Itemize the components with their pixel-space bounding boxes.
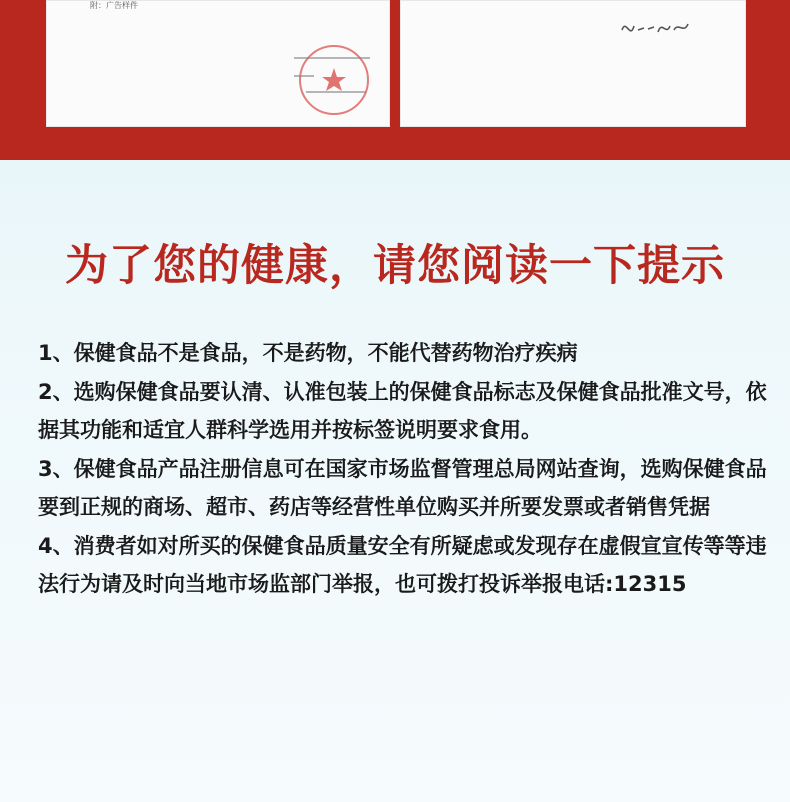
tip-3: 3、保健食品产品注册信息可在国家市场监督管理总局网站查询，选购保健食品要到正规的商场、超市、药店等经营性单位购买并所要发票或者销售凭据	[38, 456, 767, 519]
health-reminder-headline: 为了您的健康，请您阅读一下提示	[65, 241, 725, 291]
approval-document-left	[46, 0, 390, 127]
approval-document-right	[400, 0, 746, 127]
health-tips-list	[38, 334, 773, 604]
document-note: 附：广告样件	[90, 1, 138, 10]
tip-4: 4、消费者如对所买的保健食品质量安全有所疑虑或发现存在虚假宣宣传等等违法行为请及时向当地市场监部门举报，也可拨打投诉举报电话:12315	[38, 533, 767, 596]
official-seal	[286, 32, 386, 122]
handwritten-signature	[618, 12, 718, 42]
tip-1: 1、保健食品不是食品，不是药物，不能代替药物治疗疾病	[38, 341, 578, 365]
document-banner	[0, 0, 790, 160]
tip-2: 2、选购保健食品要认清、认准包装上的保健食品标志及保健食品批准文号，依据其功能和适宜人群科学选用并按标签说明要求食用。	[38, 379, 767, 442]
